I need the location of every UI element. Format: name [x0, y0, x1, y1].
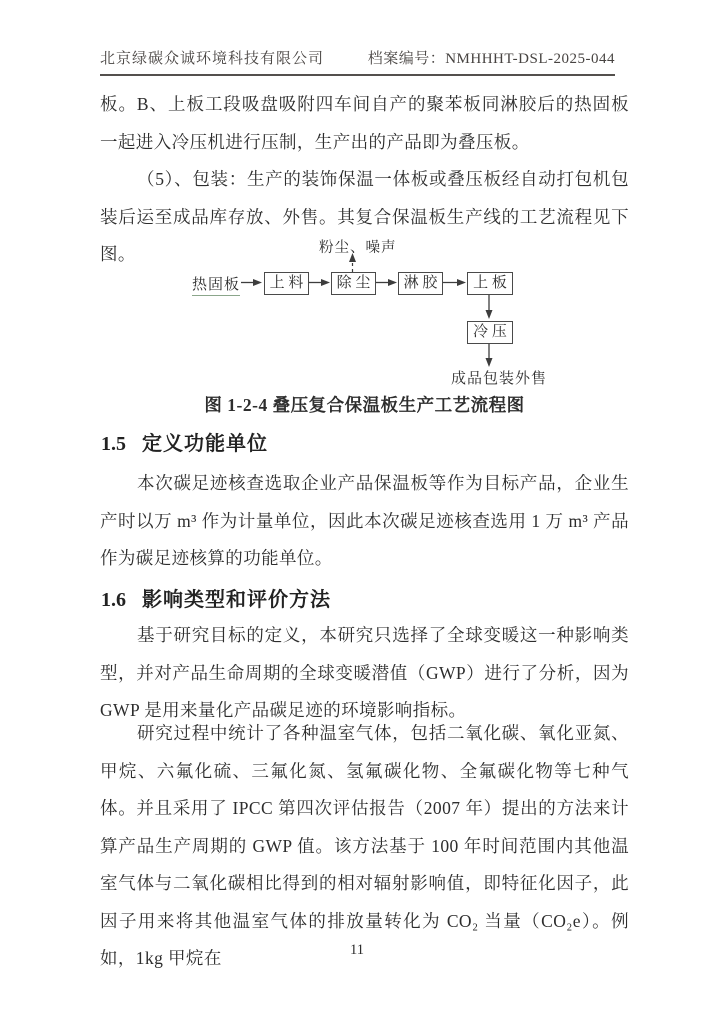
paragraph-packaging: （5）、包装：生产的装饰保温一体板或叠压板经自动打包机包装后运至成品库存放、外售。其复合保温板生产线的工艺流程见下图。 [100, 169, 629, 264]
flow-node-boarding: 上 板 [467, 272, 513, 295]
flow-node-dedusting: 除 尘 [331, 272, 376, 295]
section-heading-1-6 [101, 583, 331, 612]
flow-node-gluing: 淋 胶 [398, 272, 443, 295]
section-heading-1-5 [101, 427, 268, 456]
section-title: 定义功能单位 [142, 433, 268, 455]
paragraph-impact-type: 基于研究目标的定义，本研究只选择了全球变暖这一种影响类型，并对产品生命周期的全球变暖潜值（GWP）进行了分析，因为 GWP 是用来量化产品碳足迹的环境影响指标。 [100, 625, 629, 720]
process-flowchart [0, 230, 724, 395]
flow-end-label: 成品包装外售 [451, 371, 548, 387]
page-number: 11 [350, 942, 364, 958]
paragraph-ghg-method: 研究过程中统计了各种温室气体，包括二氧化碳、氧化亚氮、甲烷、六氟化硫、三氟化氮、氢氟碳化物、全氟碳化物等七种气体。并且采用了 IPCC 第四次评估报告（2007 年）提出的方法来计算产品生产周期的 GWP 值。该方法基于 100 年时间范围内其他温室气体与二氧化碳相比得到的相对辐射影响值，即特征化因子，此因子用来将其他温室气体的排放量转化为 CO₂ 当量（CO₂e）。例如，1kg 甲烷在 [100, 723, 629, 968]
flow-start-label: 热固板 [192, 273, 240, 296]
flow-emission-label: 粉尘、噪声 [319, 240, 397, 256]
file-number-label: 档案编号： [367, 51, 446, 67]
header-file-number [368, 47, 615, 68]
file-number-value: NMHHHT-DSL-2025-044 [445, 51, 615, 67]
header-company-name: 北京绿碳众诚环境科技有限公司 [100, 51, 325, 67]
section-number: 1.5 [101, 433, 126, 455]
figure-caption: 图 1-2-4 叠压复合保温板生产工艺流程图 [204, 395, 525, 415]
flow-node-loading: 上 料 [264, 272, 309, 295]
page-header [100, 47, 615, 76]
section-number: 1.6 [101, 589, 126, 611]
section-title: 影响类型和评价方法 [142, 589, 331, 611]
flow-node-cold-press: 冷 压 [467, 321, 513, 344]
paragraph-continuation: 板。B、上板工段吸盘吸附四车间自产的聚苯板同淋胶后的热固板一起进入冷压机进行压制，生产出的产品即为叠压板。 [100, 94, 629, 152]
paragraph-functional-unit: 本次碳足迹核查选取企业产品保温板等作为目标产品，企业生产时以万 m³ 作为计量单位，因此本次碳足迹核查选用 1 万 m³ 产品作为碳足迹核算的功能单位。 [100, 473, 629, 568]
